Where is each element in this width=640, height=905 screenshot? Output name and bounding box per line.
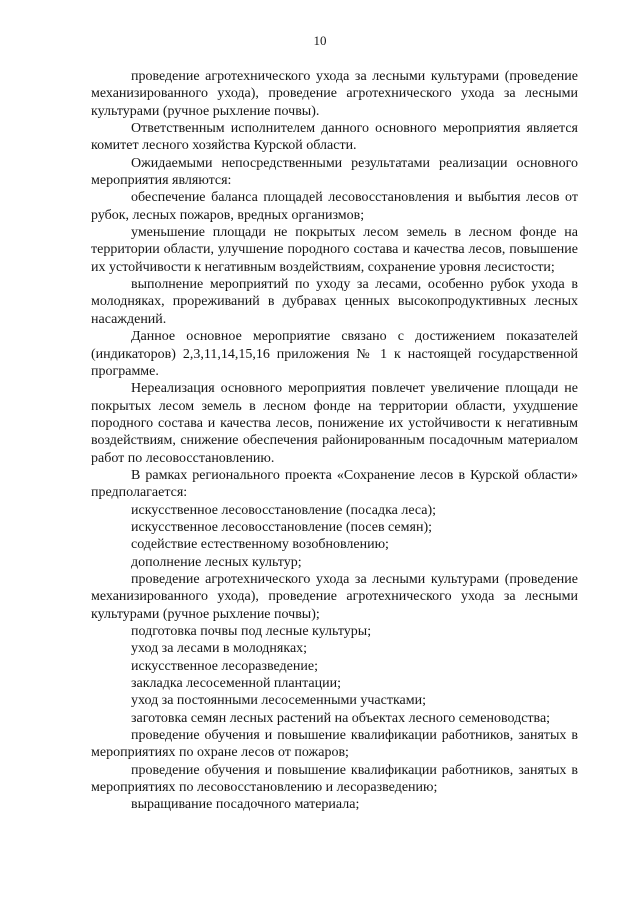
list-item: дополнение лесных культур; [131, 554, 302, 570]
paragraph: Ответственным исполнителем данного основного мероприятия является комитет лесного хозяйства Курской области. [91, 121, 578, 154]
paragraph: обеспечение баланса площадей лесовосстановления и выбытия лесов от рубок, лесных пожаров, вредных организмов; [91, 190, 578, 223]
document-body [91, 68, 578, 814]
list-item: проведение агротехнического ухода за лесными культурами (проведение механизированного ухода), проведение агротехнического ухода за лесными культурами (ручное рыхление почвы); [91, 571, 578, 622]
list-item: проведение обучения и повышение квалификации работников, занятых в мероприятиях по охране лесов от пожаров; [91, 728, 578, 761]
paragraph: В рамках регионального проекта «Сохранение лесов в Курской области» предполагается: [91, 467, 578, 501]
list-item: закладка лесосеменной плантации; [131, 676, 341, 692]
paragraph: уменьшение площади не покрытых лесом земель в лесном фонде на территории области, улучшение породного состава и качества лесов, повышение их устойчивости к негативным воздействиям, сохранение уровня лесистости; [91, 225, 578, 275]
list-item: заготовка семян лесных растений на объектах лесного семеноводства; [131, 710, 551, 726]
list-item: содействие естественному возобновлению; [131, 537, 389, 553]
page-number: 10 [313, 33, 327, 48]
list-item: выращивание посадочного материала; [131, 797, 360, 813]
list-item: искусственное лесовосстановление (посадка леса); [131, 502, 437, 518]
list-item: уход за постоянными лесосеменными участками; [131, 693, 426, 709]
list-item: искусственное лесовосстановление (посев семян); [131, 519, 432, 535]
paragraph: Ожидаемыми непосредственными результатами реализации основного мероприятия являются: [91, 155, 578, 189]
list-item: подготовка почвы под лесные культуры; [131, 624, 372, 639]
paragraph: проведение агротехнического ухода за лесными культурами (проведение механизированного ухода), проведение агротехнического ухода за лесными культурами (ручное рыхление почвы). [91, 69, 578, 119]
paragraph: Нереализация основного мероприятия повлечет увеличение площади не покрытых лесом земель в лесном фонде на территории области, ухудшение породного состава и качества лесов, понижение их устойчивости к негативным воздействиям, снижение обеспечения районированным посадочным материалом работ по лесовосстановлению. [91, 381, 578, 466]
list-item: искусственное лесоразведение; [131, 658, 318, 674]
paragraph: выполнение мероприятий по уходу за лесами, особенно рубок ухода в молодняках, прореживаний в дубравах ценных высокопродуктивных лесных насаждений. [91, 277, 578, 327]
list-item: проведение обучения и повышение квалификации работников, занятых в мероприятиях по лесовосстановлению и лесоразведению; [91, 762, 578, 796]
paragraph: Данное основное мероприятие связано с достижением показателей (индикаторов) 2,3,11,14,15,16 приложения № 1 к настоящей государственной программе. [91, 329, 578, 379]
list-item: уход за лесами в молодняках; [131, 641, 308, 657]
